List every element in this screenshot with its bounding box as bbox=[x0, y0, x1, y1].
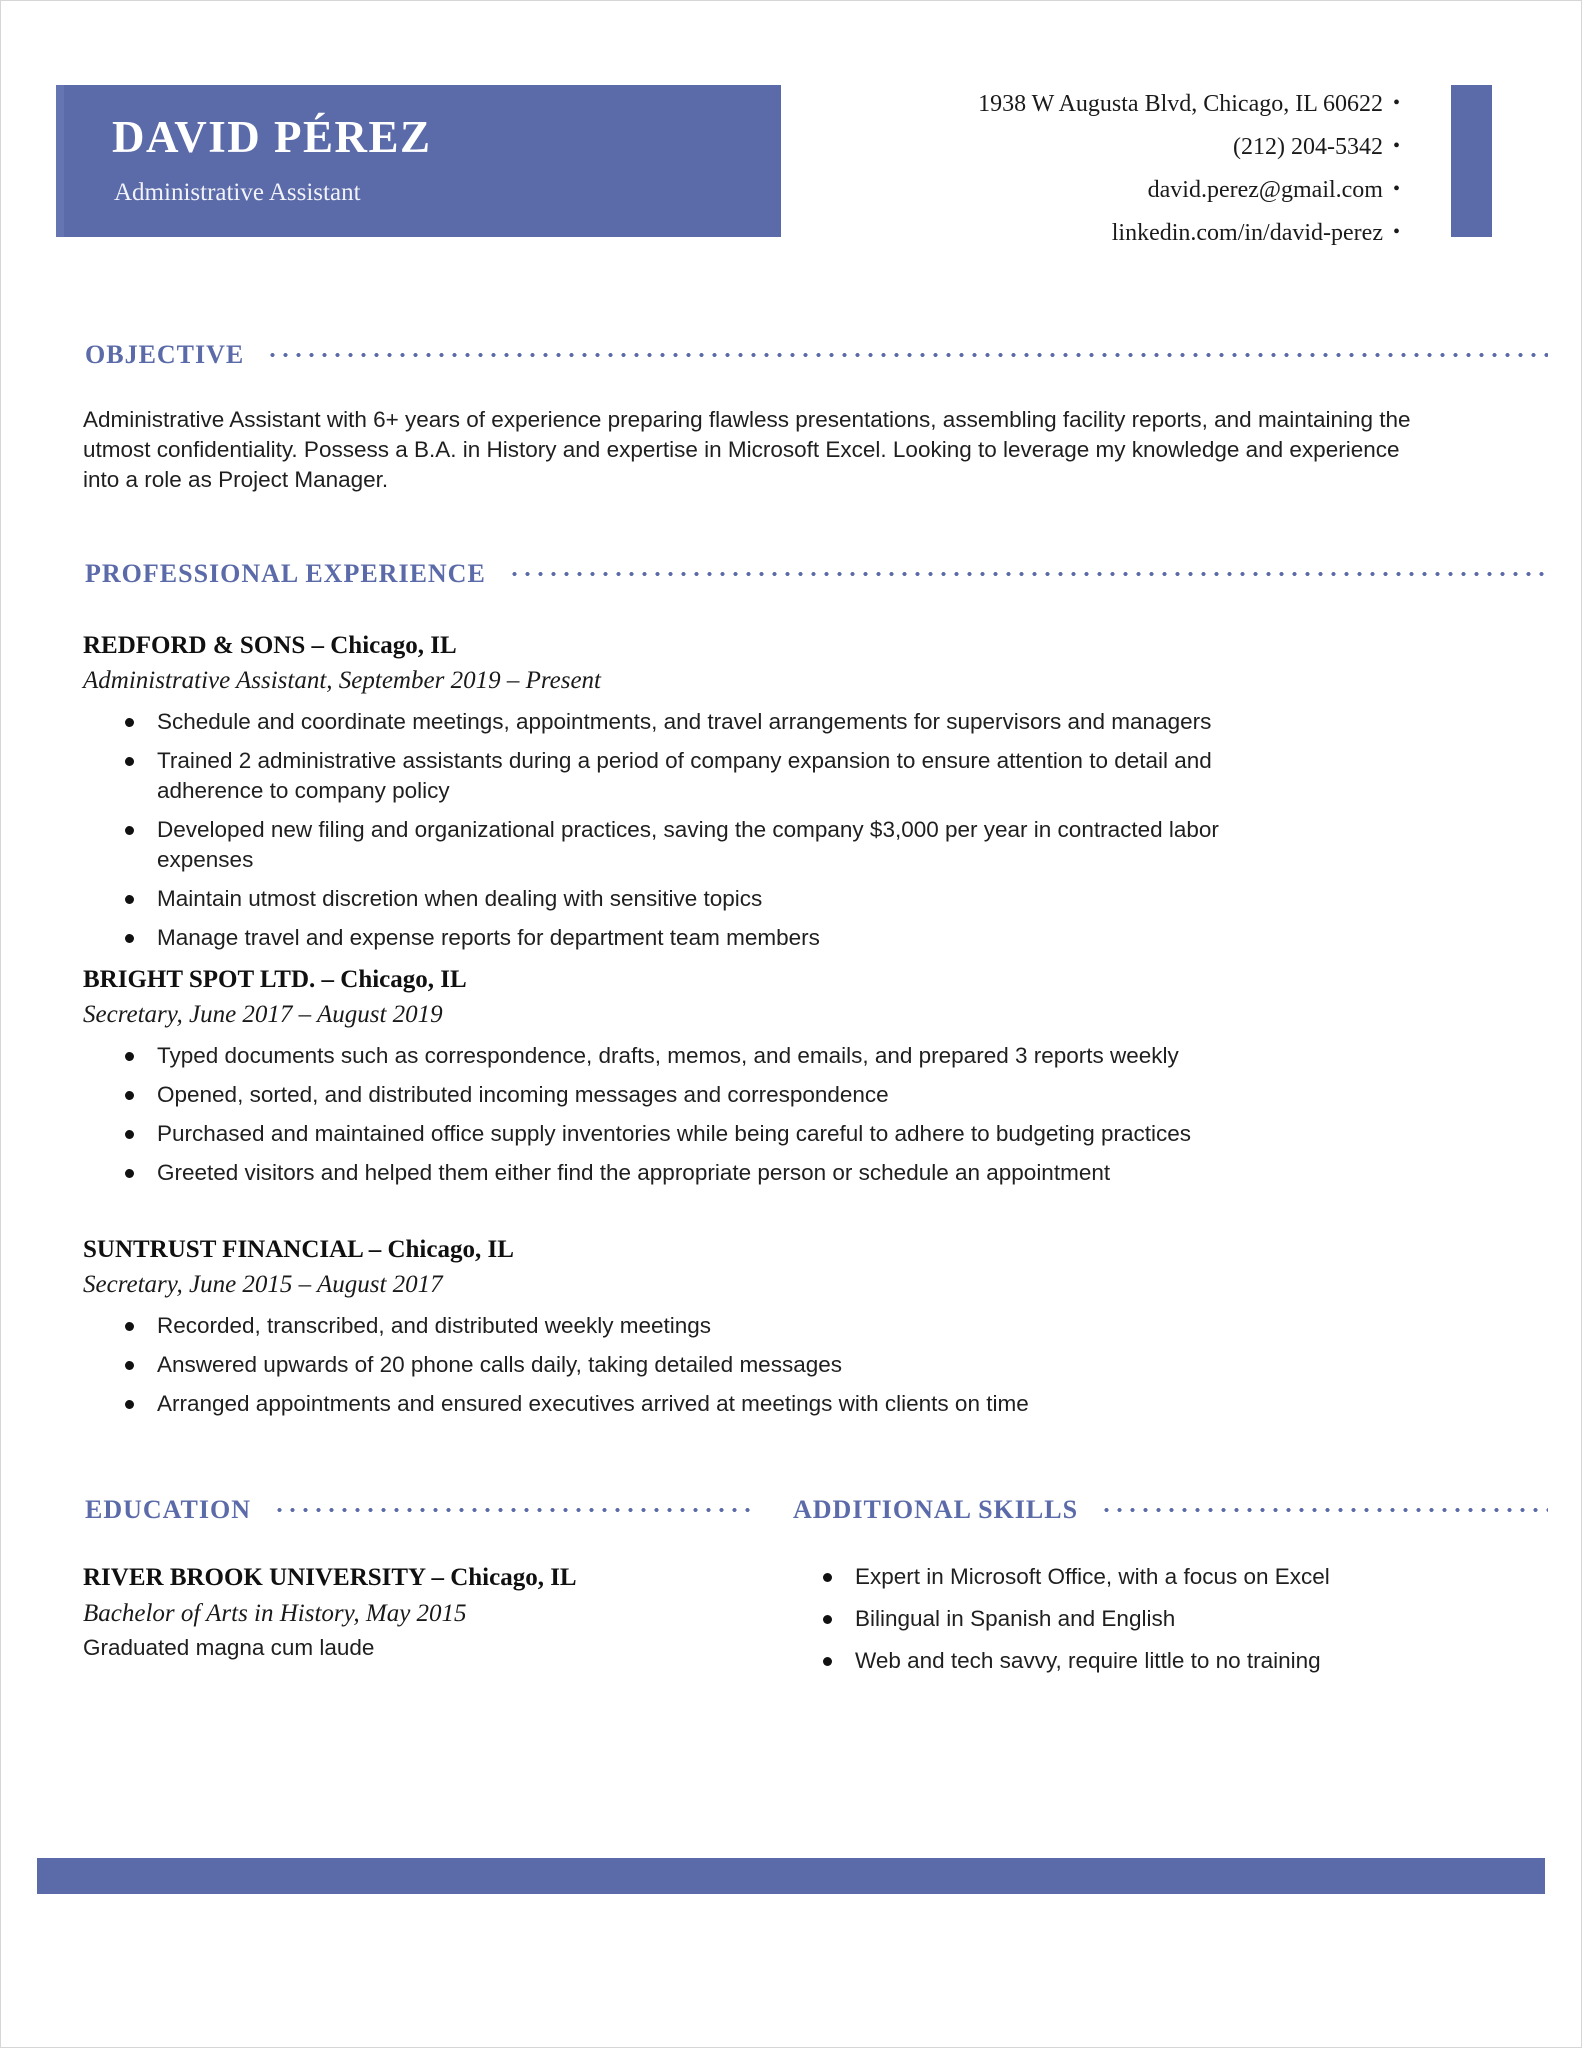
employer-name: BRIGHT SPOT LTD. – Chicago, IL bbox=[83, 966, 467, 993]
responsibility-list bbox=[83, 707, 1283, 953]
employment-meta: Secretary, June 2015 – August 2017 bbox=[83, 1271, 443, 1298]
employer-name: SUNTRUST FINANCIAL – Chicago, IL bbox=[83, 1236, 514, 1263]
contact-phone bbox=[760, 125, 1400, 168]
list-item: Manage travel and expense reports for department team members bbox=[83, 923, 1283, 953]
candidate-name: DAVID PÉREZ bbox=[112, 112, 432, 162]
contact-separator-icon: • bbox=[1392, 92, 1400, 114]
contact-info bbox=[760, 82, 1400, 254]
list-item: Developed new filing and organizational practices, saving the company $3,000 per year in contracted labor expenses bbox=[83, 815, 1283, 875]
section-header-education bbox=[85, 1493, 752, 1527]
degree-name: Bachelor of Arts in History, May 2015 bbox=[83, 1600, 467, 1627]
education-note: Graduated magna cum laude bbox=[83, 1635, 375, 1660]
dotted-rule bbox=[508, 571, 1548, 577]
contact-separator-icon: • bbox=[1392, 135, 1400, 157]
contact-separator-icon: • bbox=[1392, 221, 1400, 243]
school-name: RIVER BROOK UNIVERSITY – Chicago, IL bbox=[83, 1564, 577, 1591]
list-item: Maintain utmost discretion when dealing with sensitive topics bbox=[83, 884, 1283, 914]
employment-meta: Administrative Assistant, September 2019 – Present bbox=[83, 667, 602, 694]
list-item: Recorded, transcribed, and distributed weekly meetings bbox=[83, 1311, 1283, 1341]
banner-left-edge bbox=[56, 85, 64, 237]
contact-address-text: 1938 W Augusta Blvd, Chicago, IL 60622 bbox=[978, 91, 1383, 117]
skills-list bbox=[793, 1562, 1493, 1688]
contact-address bbox=[760, 82, 1400, 125]
section-header-objective bbox=[85, 338, 1548, 372]
section-title-skills: ADDITIONAL SKILLS bbox=[793, 1495, 1079, 1524]
experience-entry bbox=[83, 629, 1283, 962]
list-item: Opened, sorted, and distributed incoming messages and correspondence bbox=[83, 1080, 1283, 1110]
employer-name: REDFORD & SONS – Chicago, IL bbox=[83, 632, 457, 659]
contact-separator-icon: • bbox=[1392, 178, 1400, 200]
resume-header bbox=[0, 0, 1582, 310]
list-item: Web and tech savvy, require little to no training bbox=[793, 1646, 1493, 1676]
dotted-rule bbox=[266, 352, 1548, 358]
experience-entry bbox=[83, 963, 1283, 1197]
experience-entry bbox=[83, 1233, 1283, 1428]
dotted-rule bbox=[1100, 1507, 1548, 1513]
list-item: Answered upwards of 20 phone calls daily, taking detailed messages bbox=[83, 1350, 1283, 1380]
list-item: Trained 2 administrative assistants during a period of company expansion to ensure attention to detail and adherence to company policy bbox=[83, 746, 1283, 806]
footer-accent-bar bbox=[37, 1858, 1545, 1894]
list-item: Expert in Microsoft Office, with a focus on Excel bbox=[793, 1562, 1493, 1592]
list-item: Bilingual in Spanish and English bbox=[793, 1604, 1493, 1634]
section-title-objective: OBJECTIVE bbox=[85, 340, 245, 369]
list-item: Arranged appointments and ensured executives arrived at meetings with clients on time bbox=[83, 1389, 1283, 1419]
section-title-experience: PROFESSIONAL EXPERIENCE bbox=[85, 559, 486, 588]
contact-phone-text: (212) 204-5342 bbox=[1233, 134, 1383, 160]
name-banner bbox=[56, 85, 781, 237]
contact-linkedin[interactable] bbox=[760, 211, 1400, 254]
contact-email[interactable] bbox=[760, 168, 1400, 211]
list-item: Typed documents such as correspondence, drafts, memos, and emails, and prepared 3 reports weekly bbox=[83, 1041, 1283, 1071]
section-title-education: EDUCATION bbox=[85, 1495, 251, 1524]
responsibility-list bbox=[83, 1041, 1283, 1188]
contact-email-text: david.perez@gmail.com bbox=[1147, 177, 1383, 203]
section-header-experience bbox=[85, 557, 1548, 591]
candidate-role: Administrative Assistant bbox=[114, 179, 361, 206]
contact-linkedin-text: linkedin.com/in/david-perez bbox=[1111, 220, 1383, 246]
employment-meta: Secretary, June 2017 – August 2019 bbox=[83, 1001, 443, 1028]
list-item: Schedule and coordinate meetings, appointments, and travel arrangements for supervisors and managers bbox=[83, 707, 1283, 737]
section-header-skills bbox=[793, 1493, 1548, 1527]
header-accent-block bbox=[1451, 85, 1492, 237]
education-entry bbox=[83, 1560, 703, 1664]
objective-body: Administrative Assistant with 6+ years of experience preparing flawless presentations, assembling facility reports, and maintaining the utmost confidentiality. Possess a B.A. in History and expertise in Microsoft Excel. Looking to leverage my knowledge and experience into a role as Project Manager. bbox=[83, 407, 1411, 492]
list-item: Purchased and maintained office supply inventories while being careful to adhere to budgeting practices bbox=[83, 1119, 1283, 1149]
list-item: Greeted visitors and helped them either find the appropriate person or schedule an appointment bbox=[83, 1158, 1283, 1188]
responsibility-list bbox=[83, 1311, 1283, 1419]
dotted-rule bbox=[273, 1507, 752, 1513]
